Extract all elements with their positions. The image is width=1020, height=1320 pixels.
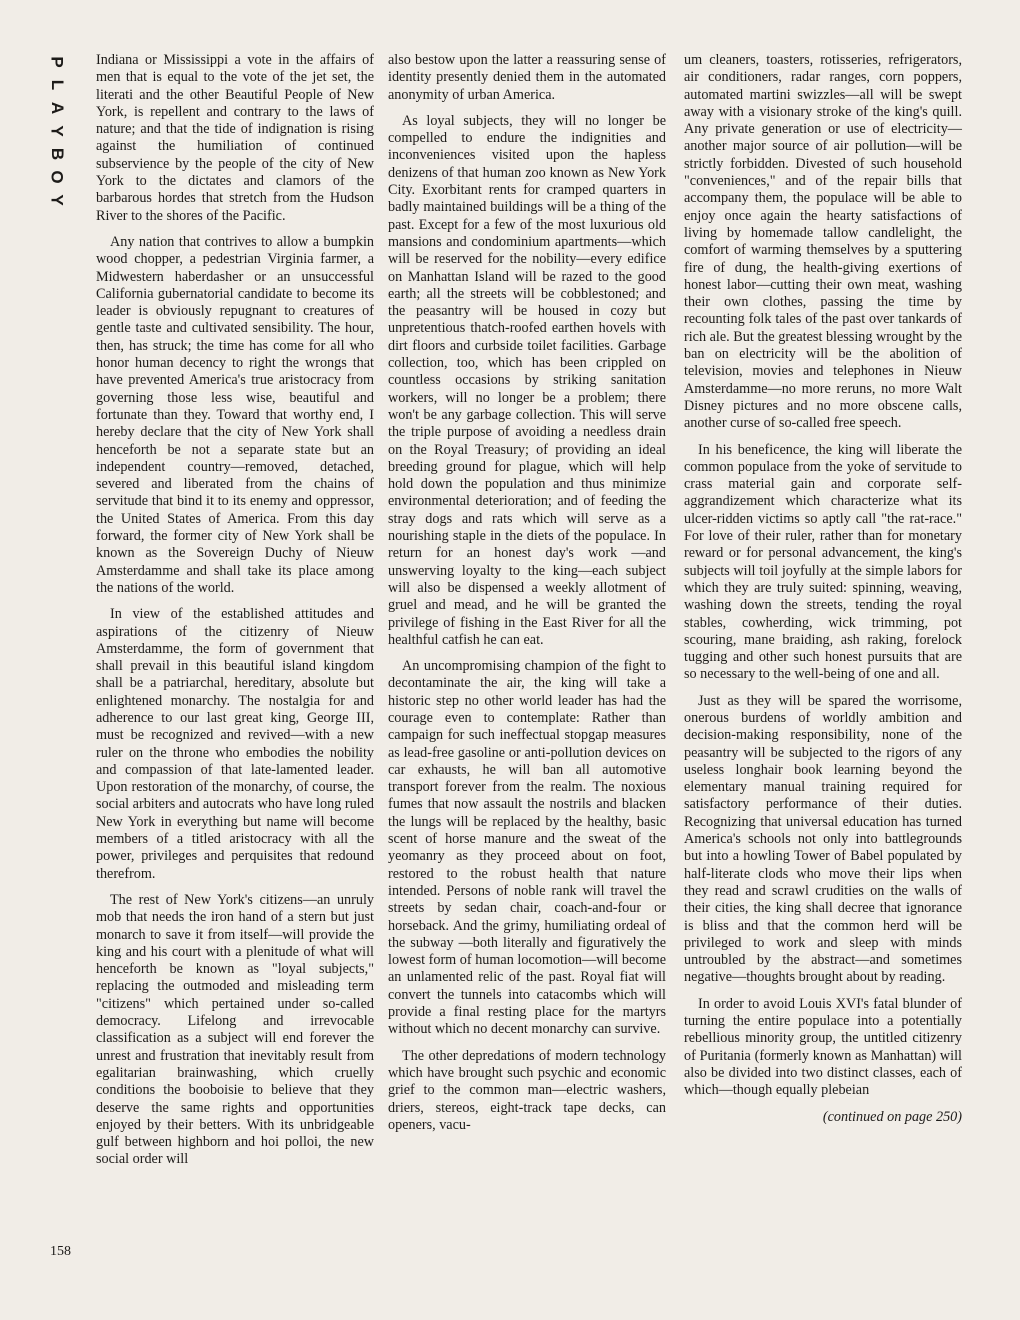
paragraph: Indiana or Mississippi a vote in the affairs of men that is equal to the vote of the jet set, the literati and the other Beautiful People of New York, is repellent and contrary to the laws of nature; and that the tide of indignation is rising against the humiliation of continued subservience by the people of the city of New York to the dictates and clamors of the barbarous hordes that stretch from the Hudson River to the shores of the Pacific. bbox=[96, 52, 374, 224]
paragraph: In his beneficence, the king will liberate the common populace from the yoke of servitude to crass material gain and corporate self-aggrandizement which characterize what its ulcer-ridden victims so aptly call "the rat-race." For love of their ruler, rather than for monetary reward or for personal advancement, the king's subjects will toil joyfully at the simple labors for which they are truly suited: spinning, weaving, washing down the streets, tending the royal stables, cowherding, wick trimming, pot scouring, mane braiding, ash raking, forelock tugging and other such honest pursuits that are so necessary to the well-being of one and all. bbox=[684, 441, 962, 683]
paragraph: um cleaners, toasters, rotisseries, refrigerators, air conditioners, radar ranges, corn poppers, automated martini swizzles—all will be swept away with a visionary stroke of the king's quill. Any private generation or use of electricity—another major source of air pollution—will be strictly forbidden. Divested of such household "conveniences," and of the repair bills that accompany them, the populace will be able to enjoy once again the hearty satisfactions of living by homemade tallow candlelight, the comfort of warming themselves by a sputtering fire of dung, the health-giving exertions of honest labor—cutting their own meat, washing their own clothes, passing the time by recounting folk tales of the past over tankards of rich ale. But the greatest blessing wrought by the ban on electricity will be the abolition of television, movies and telephones in Nieuw Amsterdamme—no more reruns, no more Walt Disney pictures and no more obscene calls, another curse of so-called free speech. bbox=[684, 52, 962, 432]
masthead-letter: O bbox=[47, 170, 67, 184]
paragraph: As loyal subjects, they will no longer be compelled to endure the indignities and inconveniences visited upon the hapless denizens of that human zoo known as New York City. Exorbitant rents for cramped quarters in badly maintained buildings will be a thing of the past. Except for a few of the most luxurious old mansions and condominium apartments—which will be reserved for the nobility—every edifice on Manhattan Island will be razed to the good earth; all the streets will be cobblestoned; and the peasantry will be housed in cozy but unpretentious thatch-roofed earthen hovels with dirt floors and curbside toilet facilities. Garbage collection, too, which has been crippled on countless occasions by striking sanitation workers, will no longer be a problem; there won't be any garbage collection. This will serve the triple purpose of avoiding a needless drain on the Royal Treasury; of providing an ideal breeding ground for plague, which will help hold down the population and thus minimize environmental deterioration; and of feeding the stray dogs and rats which will serve as a nourishing staple in the diets of the populace. In return for an honest day's work —and unswerving loyalty to the king—each subject will also be dispensed a weekly allotment of gruel and mead, and he will be granted the privilege of fishing in the East River for all the healthful catfish he can eat. bbox=[388, 112, 666, 648]
text-column-1 bbox=[96, 52, 374, 1178]
paragraph: In view of the established attitudes and aspirations of the citizenry of Nieuw Amsterdamme, the form of government that shall prevail in this beautiful island kingdom shall be a patriarchal, hereditary, absolute but enlightened monarchy. The nostalgia for and adherence to our last great king, George III, must be recognized and revived—with a new ruler on the throne who embodies the nobility and compassion of that late-lamented leader. Upon restoration of the monarchy, of course, the social arbiters and autocrats who have long ruled New York in everything but name will become members of a titled aristocracy with all the power, privileges and perquisites that redound therefrom. bbox=[96, 606, 374, 882]
masthead-letter: Y bbox=[48, 125, 67, 137]
paragraph: The other depredations of modern technology which have brought such psychic and economic grief to the common man—electric washers, driers, stereos, eight-track tape decks, can openers, vacu- bbox=[388, 1047, 666, 1133]
page-number: 158 bbox=[50, 1244, 71, 1259]
masthead-letter: P bbox=[48, 56, 67, 68]
paragraph: An uncompromising champion of the fight to decontaminate the air, the king will take a historic step no other world leader has had the courage even to contemplate: Rather than campaign for such ineffectual stopgap measures as lead-free gasoline or anti-pollution devices on car exhausts, he will ban all automotive transport forever from the realm. The noxious fumes that now assault the nostrils and blacken the lungs will be replaced by the healthy, basic scent of horse manure and the sweat of the yeomanry as they proceed about on foot, restored to the robust health that nature intended. Persons of noble rank will travel the streets by sedan chair, coach-and-four or horseback. And the grimy, humiliating ordeal of the subway —both literally and figuratively the lowest form of human locomotion—will become an unlamented relic of the past. Royal fiat will convert the tunnels into catacombs which will provide a final resting place for the martyrs without which no decent monarchy can survive. bbox=[388, 658, 666, 1038]
masthead-letter: B bbox=[48, 147, 67, 161]
paragraph: Any nation that contrives to allow a bumpkin wood chopper, a pedestrian Virginia farmer, a Midwestern haberdasher or an unsuccessful California gubernatorial candidate to become its leader is obviously repugnant to creatures of gentle taste and cultivated sensibility. The hour, then, has struck; the time has come for all who honor human decency to right the wrongs that have prevented America's true aristocracy from governing those less wise, beautiful and fortunate than they. Toward that worthy end, I hereby declare that the city of New York shall henceforth be not a separate state but an independent country—removed, detached, severed and liberated from the chains of servitude that bind it to its enemy and oppressor, the United States of America. From this day forward, the former city of New York shall be known as the Sovereign Duchy of Nieuw Amsterdamme and shall take its place among the nations of the world. bbox=[96, 233, 374, 596]
paragraph: also bestow upon the latter a reassuring sense of identity presently denied them in the automated anonymity of urban America. bbox=[388, 52, 666, 103]
paragraph: The rest of New York's citizens—an unruly mob that needs the iron hand of a stern but just monarch to save it from itself—will provide the king and his court with a plenitude of what will henceforth be known as "loyal subjects," replacing the outmoded and misleading term "citizens" which pertained under so-called democracy. Lifelong and irrevocable classification as a subject will end forever the unrest and frustration that inevitably result from egalitarian brainwashing, which cruelly conditions the booboisie to believe that they deserve the same rights and opportunities enjoyed by their betters. With its unbridgeable gulf between highborn and hoi polloi, the new social order will bbox=[96, 891, 374, 1168]
masthead-letter: A bbox=[48, 101, 67, 115]
paragraph: In order to avoid Louis XVI's fatal blunder of turning the entire populace into a potentially rebellious minority group, the untitled citizenry of Puritania (formerly known as Manhattan) will also be divided into two distinct classes, each of which—though equally plebeian bbox=[684, 995, 962, 1099]
continuation-note: (continued on page 250) bbox=[822, 1108, 962, 1125]
text-column-2 bbox=[388, 52, 666, 1143]
masthead-letter: L bbox=[47, 79, 67, 91]
magazine-masthead bbox=[46, 52, 68, 210]
masthead-letter: Y bbox=[48, 194, 67, 206]
text-column-3 bbox=[684, 52, 962, 1135]
paragraph: Just as they will be spared the worrisome, onerous burdens of worldly ambition and decision-making responsibility, none of the peasantry will be subjected to the rigors of any useless longhair book learning beyond the elementary manual training required for satisfactory performance of their duties. Recognizing that universal education has turned America's schools not only into battlegrounds but into a howling Tower of Babel populated by half-literate clods who move their lips when they read and scrawl crudities on the walls of their cities, the king shall decree that ignorance is bliss and that the common herd will be privileged to work and sleep with minds untroubled by the abstract—and sometimes negative—thoughts brought about by reading. bbox=[684, 692, 962, 986]
